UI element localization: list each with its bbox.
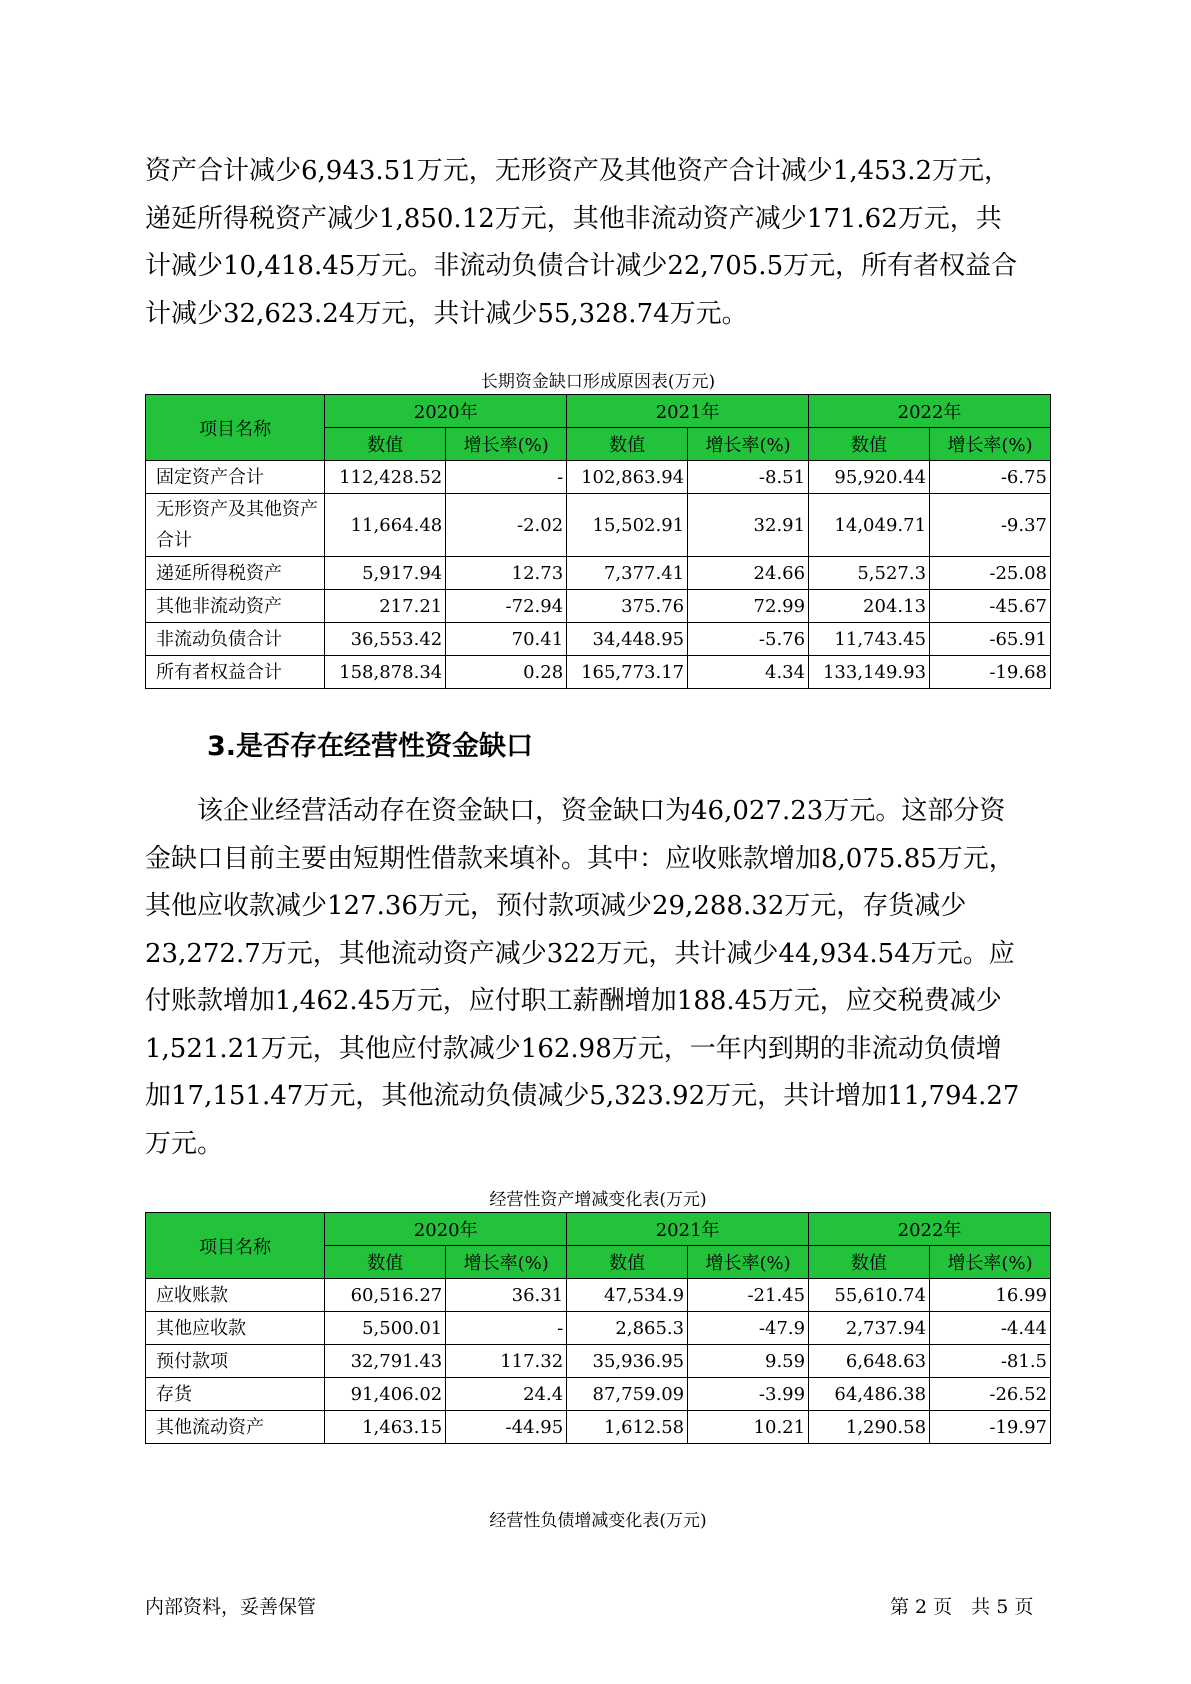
cell-growth: 24.4 [446,1378,567,1411]
header-value: 数值 [567,1246,688,1279]
cell-value: 91,406.02 [325,1378,446,1411]
footer-page-number: 第 2 页 共 5 页 [890,1596,1034,1618]
header-year: 2022年 [809,395,1051,428]
paragraph-line: 23,272.7万元，其他流动资产减少322万元，共计减少44,934.54万元。应 [145,938,1015,969]
table-row [146,557,1051,590]
table-row [146,1411,1051,1444]
row-name: 预付款项 [146,1345,325,1378]
cell-value: 5,917.94 [325,557,446,590]
table-row [146,461,1051,494]
cell-value: 95,920.44 [809,461,930,494]
cell-growth: -3.99 [688,1378,809,1411]
row-name: 固定资产合计 [146,461,325,494]
cell-value: 2,865.3 [567,1312,688,1345]
cell-value: 112,428.52 [325,461,446,494]
table-row [146,1279,1051,1312]
paragraph-summary [145,148,1055,338]
row-name: 非流动负债合计 [146,623,325,656]
cell-value: 5,500.01 [325,1312,446,1345]
cell-growth: -19.97 [930,1411,1051,1444]
cell-growth: -8.51 [688,461,809,494]
cell-growth: -6.75 [930,461,1051,494]
header-item-name: 项目名称 [146,1213,325,1279]
cell-growth: -19.68 [930,656,1051,689]
header-item-name: 项目名称 [146,395,325,461]
cell-value: 15,502.91 [567,494,688,557]
cell-value: 1,463.15 [325,1411,446,1444]
cell-growth: -21.45 [688,1279,809,1312]
paragraph-line: 该企业经营活动存在资金缺口，资金缺口为46,027.23万元。这部分资 [145,796,1006,826]
header-growth: 增长率(%) [446,1246,567,1279]
cell-value: 47,534.9 [567,1279,688,1312]
cell-value: 165,773.17 [567,656,688,689]
paragraph-line: 加17,151.47万元，其他流动负债减少5,323.92万元，共计增加11,794.27 [145,1081,1020,1111]
header-year: 2020年 [325,1213,567,1246]
cell-value: 55,610.74 [809,1279,930,1312]
header-value: 数值 [809,1246,930,1279]
cell-value: 32,791.43 [325,1345,446,1378]
row-name: 其他非流动资产 [146,590,325,623]
paragraph-line: 金缺口目前主要由短期性借款来填补。其中：应收账款增加8,075.85万元， [145,843,1015,874]
header-growth: 增长率(%) [688,1246,809,1279]
table-row [146,494,1051,557]
paragraph-line: 其他应收款减少127.36万元，预付款项减少29,288.32万元，存货减少 [145,891,967,921]
header-year: 2020年 [325,395,567,428]
table-row [146,1378,1051,1411]
cell-growth: -65.91 [930,623,1051,656]
cell-value: 2,737.94 [809,1312,930,1345]
table-caption: 经营性资产增减变化表(万元) [489,1190,707,1210]
table-row [146,1345,1051,1378]
cell-growth: 4.34 [688,656,809,689]
paragraph-line: 递延所得税资产减少1,850.12万元，其他非流动资产减少171.62万元，共 [145,203,1002,234]
cell-growth: -9.37 [930,494,1051,557]
cell-growth: 10.21 [688,1411,809,1444]
cell-value: 375.76 [567,590,688,623]
cell-growth: 70.41 [446,623,567,656]
paragraph-line: 付账款增加1,462.45万元，应付职工薪酬增加188.45万元，应交税费减少 [145,986,1002,1016]
row-name: 其他流动资产 [146,1411,325,1444]
cell-growth: -47.9 [688,1312,809,1345]
cell-growth: 24.66 [688,557,809,590]
cell-value: 5,527.3 [809,557,930,590]
cell-growth: - [446,1312,567,1345]
header-year: 2021年 [567,395,809,428]
cell-value: 204.13 [809,590,930,623]
cell-value: 7,377.41 [567,557,688,590]
cell-growth: -4.44 [930,1312,1051,1345]
cell-growth: -26.52 [930,1378,1051,1411]
header-value: 数值 [809,428,930,461]
cell-value: 87,759.09 [567,1378,688,1411]
cell-value: 102,863.94 [567,461,688,494]
cell-growth: 72.99 [688,590,809,623]
table-row [146,590,1051,623]
cell-growth: 0.28 [446,656,567,689]
long-term-funding-gap-table [145,394,1051,689]
cell-value: 158,878.34 [325,656,446,689]
table-caption: 长期资金缺口形成原因表(万元) [480,372,716,392]
row-name: 无形资产及其他资产合计 [146,494,325,557]
header-value: 数值 [325,428,446,461]
header-growth: 增长率(%) [688,428,809,461]
cell-growth: 117.32 [446,1345,567,1378]
cell-value: 6,648.63 [809,1345,930,1378]
table-row [146,656,1051,689]
cell-growth: 12.73 [446,557,567,590]
table-caption: 经营性负债增减变化表(万元) [489,1511,707,1531]
paragraph-line: 计减少10,418.45万元。非流动负债合计减少22,705.5万元，所有者权益合 [145,251,1018,281]
table-row [146,623,1051,656]
cell-value: 60,516.27 [325,1279,446,1312]
footer-confidential-note: 内部资料，妥善保管 [145,1596,317,1618]
cell-value: 133,149.93 [809,656,930,689]
row-name: 递延所得税资产 [146,557,325,590]
paragraph-line: 计减少32,623.24万元，共计减少55,328.74万元。 [145,298,748,329]
cell-value: 34,448.95 [567,623,688,656]
cell-value: 64,486.38 [809,1378,930,1411]
cell-value: 14,049.71 [809,494,930,557]
header-value: 数值 [325,1246,446,1279]
operating-assets-table [145,1212,1051,1444]
table-row [146,1312,1051,1345]
paragraph-operating-gap [145,788,1055,1168]
cell-growth: -72.94 [446,590,567,623]
cell-growth: - [446,461,567,494]
cell-value: 11,664.48 [325,494,446,557]
section-heading: 3.是否存在经营性资金缺口 [207,731,534,762]
row-name: 存货 [146,1378,325,1411]
row-name: 应收账款 [146,1279,325,1312]
cell-growth: -81.5 [930,1345,1051,1378]
header-year: 2022年 [809,1213,1051,1246]
cell-growth: 9.59 [688,1345,809,1378]
cell-growth: -25.08 [930,557,1051,590]
row-name: 所有者权益合计 [146,656,325,689]
paragraph-line: 资产合计减少6,943.51万元，无形资产及其他资产合计减少1,453.2万元， [145,156,1011,186]
cell-growth: 32.91 [688,494,809,557]
paragraph-line: 万元。 [145,1128,224,1159]
header-growth: 增长率(%) [930,1246,1051,1279]
cell-value: 11,743.45 [809,623,930,656]
header-value: 数值 [567,428,688,461]
cell-growth: -44.95 [446,1411,567,1444]
paragraph-line: 1,521.21万元，其他应付款减少162.98万元，一年内到期的非流动负债增 [145,1033,1002,1064]
header-growth: 增长率(%) [446,428,567,461]
cell-growth: -5.76 [688,623,809,656]
cell-value: 217.21 [325,590,446,623]
header-year: 2021年 [567,1213,809,1246]
cell-growth: -45.67 [930,590,1051,623]
cell-value: 1,290.58 [809,1411,930,1444]
cell-value: 35,936.95 [567,1345,688,1378]
cell-value: 36,553.42 [325,623,446,656]
cell-growth: -2.02 [446,494,567,557]
header-growth: 增长率(%) [930,428,1051,461]
cell-growth: 36.31 [446,1279,567,1312]
row-name: 其他应收款 [146,1312,325,1345]
cell-growth: 16.99 [930,1279,1051,1312]
cell-value: 1,612.58 [567,1411,688,1444]
